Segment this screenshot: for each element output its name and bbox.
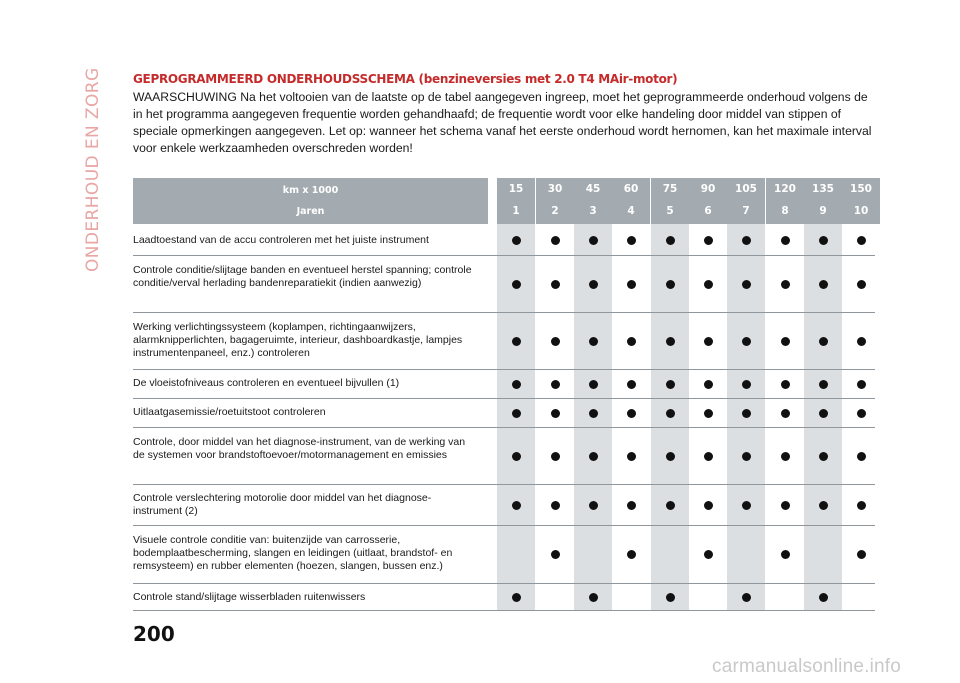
warning-text: WAARSCHUWING Na het voltooien van de laatste op de tabel aangegeven ingreep, moet het geprogrammeerde onderhoud volgens de in het programma aangegeven frequentie worden gehandhaafd; de frequentie wordt voor elke handeling door middel van stippen of speciale opmerkingen aangegeven. Let op: wanneer het schema vanaf het eerste onderhoud wordt hernomen, kan het maximale interval voor enkele werkzaamheden overschreden worden!: [133, 90, 872, 155]
maintenance-dot: [781, 337, 790, 346]
maintenance-dot: [704, 409, 713, 418]
column-header: [766, 178, 804, 224]
row-label: De vloeistofniveaus controleren en eventueel bijvullen (1): [133, 377, 400, 389]
maintenance-dot: [704, 550, 713, 559]
maintenance-dot: [589, 280, 598, 289]
row-label: Visuele controle conditie van: buitenzijde van carrosserie, bodemplaatbescherming, slangen en leidingen (uitlaat, brandstof- en remsysteem) en rubber elementen (hoezen, slangen, bussen enz.): [133, 534, 453, 572]
maintenance-dot: [742, 501, 751, 510]
maintenance-dot: [666, 380, 675, 389]
maintenance-dot: [512, 593, 521, 602]
maintenance-dot: [551, 236, 560, 245]
maintenance-dot: [551, 550, 560, 559]
maintenance-dot: [666, 409, 675, 418]
table-row: [133, 255, 875, 313]
maintenance-dot: [781, 280, 790, 289]
maintenance-dot: [589, 452, 598, 461]
schedule-heading: GEPROGRAMMEERD ONDERHOUDSSCHEMA (benzineversies met 2.0 T4 MAir-motor): [133, 72, 678, 86]
column-year: 1: [512, 205, 520, 217]
maintenance-dot: [857, 550, 866, 559]
maintenance-dot: [742, 337, 751, 346]
maintenance-dot: [589, 380, 598, 389]
column-year: 3: [589, 205, 597, 217]
maintenance-dot: [666, 280, 675, 289]
maintenance-dot: [704, 380, 713, 389]
maintenance-dot: [666, 337, 675, 346]
maintenance-dot: [551, 409, 560, 418]
column-year: 7: [742, 205, 750, 217]
maintenance-dot: [512, 280, 521, 289]
maintenance-dot: [589, 593, 598, 602]
maintenance-dot: [627, 501, 636, 510]
column-km: 150: [850, 183, 872, 195]
watermark: carmanualsonline.info: [712, 656, 902, 677]
table-row: [133, 224, 875, 256]
maintenance-dot: [857, 501, 866, 510]
column-km: 60: [623, 183, 639, 195]
column-km: 45: [585, 183, 601, 195]
page-number: 200: [133, 622, 175, 646]
column-year: 8: [781, 205, 789, 217]
maintenance-dot: [742, 380, 751, 389]
maintenance-dot: [704, 501, 713, 510]
maintenance-dot: [666, 501, 675, 510]
maintenance-dot: [627, 280, 636, 289]
table-row: [133, 427, 875, 485]
maintenance-dot: [819, 236, 828, 245]
maintenance-dot: [512, 501, 521, 510]
column-header: [497, 178, 535, 224]
maintenance-dot: [512, 236, 521, 245]
row-label: Werking verlichtingssysteem (koplampen, richtingaanwijzers, alarmknipperlichten, bagageruimte, interieur, dashboardkastje, lampjes instrumentenpaneel, enz.) controleren: [133, 321, 463, 359]
maintenance-dot: [551, 337, 560, 346]
column-km: 120: [774, 183, 796, 195]
table-row: [133, 369, 875, 399]
column-header: [727, 178, 765, 224]
table-row: [133, 583, 875, 611]
table-row: [133, 398, 875, 428]
column-km: 30: [547, 183, 563, 195]
row-label: Controle conditie/slijtage banden en eventueel herstel spanning; controle conditie/verval herlading bandenreparatiekit (indien aanwezig): [133, 264, 472, 289]
maintenance-dot: [704, 280, 713, 289]
maintenance-dot: [666, 452, 675, 461]
maintenance-dot: [666, 593, 675, 602]
maintenance-dot: [857, 236, 866, 245]
column-header: [536, 178, 574, 224]
column-km: 75: [662, 183, 678, 195]
maintenance-dot: [627, 380, 636, 389]
table-row: [133, 484, 875, 526]
column-km: 90: [700, 183, 716, 195]
column-year: 6: [704, 205, 712, 217]
maintenance-dot: [666, 236, 675, 245]
maintenance-dot: [819, 593, 828, 602]
maintenance-dot: [704, 452, 713, 461]
maintenance-dot: [742, 593, 751, 602]
maintenance-dot: [781, 452, 790, 461]
row-label: Controle, door middel van het diagnose-instrument, van de werking van de systemen voor brandstoftoevoer/motormanagement en emissies: [133, 436, 466, 461]
maintenance-dot: [857, 452, 866, 461]
maintenance-dot: [551, 452, 560, 461]
maintenance-dot: [819, 280, 828, 289]
maintenance-dot: [704, 337, 713, 346]
maintenance-dot: [589, 236, 598, 245]
maintenance-dot: [627, 550, 636, 559]
maintenance-dot: [742, 452, 751, 461]
maintenance-dot: [742, 409, 751, 418]
column-year: 4: [627, 205, 635, 217]
maintenance-dot: [781, 380, 790, 389]
maintenance-dot: [819, 337, 828, 346]
column-year: 2: [551, 205, 559, 217]
maintenance-dot: [704, 236, 713, 245]
maintenance-dot: [512, 452, 521, 461]
column-header: [651, 178, 689, 224]
km-label: km x 1000: [282, 185, 339, 196]
row-label: Controle verslechtering motorolie door middel van het diagnose-instrument (2): [133, 492, 432, 517]
column-year: 5: [666, 205, 674, 217]
maintenance-dot: [551, 501, 560, 510]
column-km: 135: [812, 183, 834, 195]
section-title: ONDERHOUD EN ZORG: [83, 67, 103, 272]
column-km: 15: [508, 183, 524, 195]
maintenance-dot: [819, 409, 828, 418]
maintenance-dot: [819, 380, 828, 389]
maintenance-dot: [512, 409, 521, 418]
row-label: Laadtoestand van de accu controleren met het juiste instrument: [133, 234, 429, 246]
table-row: [133, 312, 875, 370]
column-header: [689, 178, 727, 224]
maintenance-dot: [512, 337, 521, 346]
row-label: Controle stand/slijtage wisserbladen ruitenwissers: [133, 591, 366, 603]
maintenance-dot: [781, 409, 790, 418]
maintenance-dot: [819, 452, 828, 461]
column-header: [842, 178, 880, 224]
column-header: [574, 178, 612, 224]
column-year: 9: [819, 205, 827, 217]
maintenance-dot: [819, 501, 828, 510]
maintenance-dot: [857, 280, 866, 289]
maintenance-dot: [781, 550, 790, 559]
maintenance-dot: [551, 380, 560, 389]
maintenance-dot: [589, 337, 598, 346]
maintenance-dot: [742, 236, 751, 245]
maintenance-dot: [551, 280, 560, 289]
maintenance-dot: [857, 337, 866, 346]
maintenance-dot: [589, 409, 598, 418]
years-label: Jaren: [296, 206, 325, 217]
maintenance-dot: [512, 380, 521, 389]
row-label: Uitlaatgasemissie/roetuitstoot controleren: [133, 406, 326, 418]
column-year: 10: [853, 205, 869, 217]
maintenance-dot: [627, 409, 636, 418]
maintenance-dot: [857, 380, 866, 389]
table-header-labels: [133, 178, 488, 224]
maintenance-dot: [857, 409, 866, 418]
maintenance-dot: [781, 236, 790, 245]
column-header: [804, 178, 842, 224]
maintenance-dot: [742, 280, 751, 289]
maintenance-dot: [627, 236, 636, 245]
maintenance-dot: [781, 501, 790, 510]
column-km: 105: [735, 183, 757, 195]
maintenance-dot: [627, 452, 636, 461]
maintenance-dot: [627, 337, 636, 346]
maintenance-dot: [589, 501, 598, 510]
column-header: [612, 178, 650, 224]
table-row: [133, 525, 875, 584]
